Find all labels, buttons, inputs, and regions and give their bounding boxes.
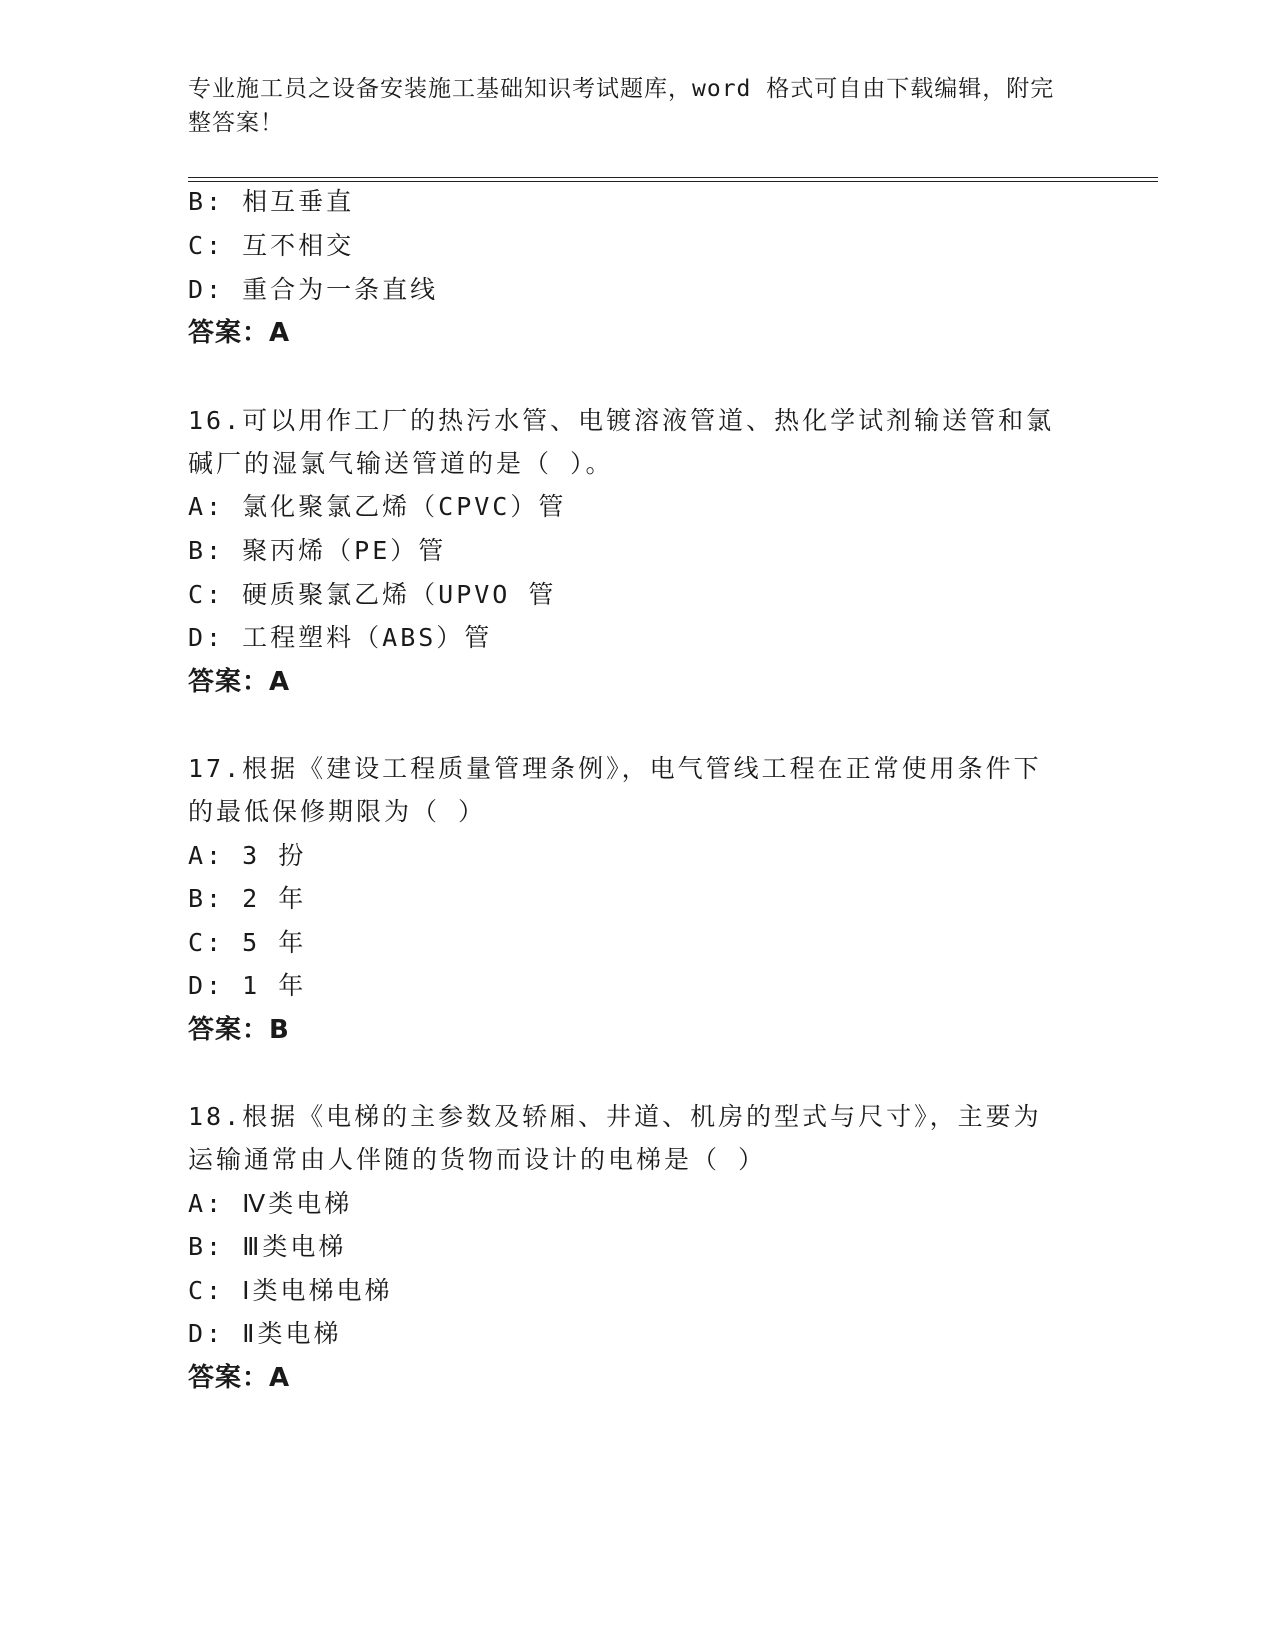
option-d: D: 重合为一条直线 [188,275,439,304]
question-18-text: 18.根据《电梯的主参数及轿厢、井道、机房的型式与尺寸》，主要为 [188,1102,1042,1131]
header-line-2: 整答案！ [188,110,284,136]
answer-line: 答案：A [188,318,291,348]
option-b: B: 相互垂直 [188,187,355,216]
option-b: B: 聚丙烯（PE）管 [188,536,447,565]
header-line-1: 专业施工员之设备安装施工基础知识考试题库，word 格式可自由下载编辑，附完 [188,76,1055,102]
option-d: D: 1 年 [188,971,307,1000]
document-page [188,0,1168,1650]
option-d: D: Ⅱ类电梯 [188,1319,342,1348]
question-17-text-cont: 的最低保修期限为（ ） [188,797,487,826]
question-17-text: 17.根据《建设工程质量管理条例》，电气管线工程在正常使用条件下 [188,754,1042,783]
option-c: C: 硬质聚氯乙烯（UPVO 管 [188,580,557,609]
option-b: B: Ⅲ类电梯 [188,1232,347,1261]
page-header [188,72,1068,140]
option-b: B: 2 年 [188,884,307,913]
option-c: C: 5 年 [188,928,307,957]
question-16-text: 16.可以用作工厂的热污水管、电镀溶液管道、热化学试剂输送管和氯 [188,406,1055,435]
header-divider [188,177,1158,182]
question-16-text-cont: 碱厂的湿氯气输送管道的是（ ）。 [188,449,614,478]
option-a: A: 氯化聚氯乙烯（CPVC）管 [188,492,567,521]
option-a: A: 3 扮 [188,841,307,870]
answer-line: 答案：A [188,667,291,697]
option-c: C: Ⅰ类电梯电梯 [188,1276,393,1305]
answer-line: 答案：B [188,1015,290,1045]
answer-line: 答案：A [188,1363,291,1393]
option-c: C: 互不相交 [188,231,355,260]
option-a: A: Ⅳ类电梯 [188,1189,353,1218]
option-d: D: 工程塑料（ABS）管 [188,623,493,652]
question-18-text-cont: 运输通常由人伴随的货物而设计的电梯是（ ） [188,1145,767,1174]
